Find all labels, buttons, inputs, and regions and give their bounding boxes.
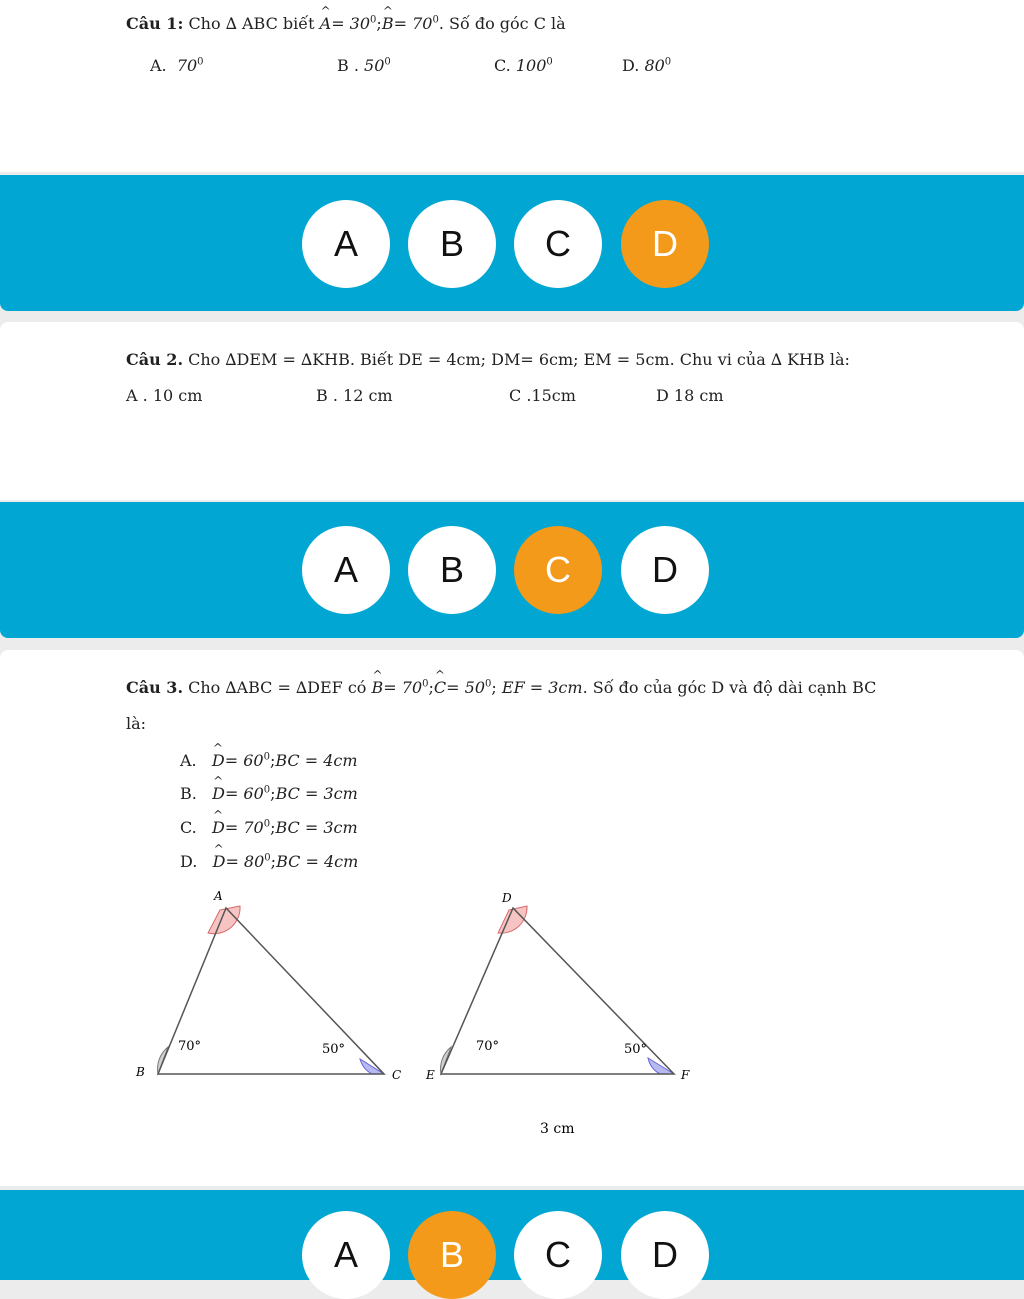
q1-option-a: A. $70^0$	[150, 56, 204, 75]
q3-answer-a[interactable]: A	[302, 1211, 390, 1299]
q2-option-c: C .15cm	[509, 386, 576, 405]
q3-option-a: A. ^ $D= 60^0;BC = 4cm$	[180, 751, 358, 770]
question-2-text: Câu 2. Cho ∆DEM = ∆KHB. Biết DE = 4cm; DM= 6cm; EM = 5cm. Chu vi của ∆ KHB là:	[126, 350, 850, 369]
q1-option-d: D. $80^0$	[622, 56, 672, 75]
q3-option-d: D. ^ $D= 80^0;BC = 4cm$	[180, 852, 358, 871]
triangle-abc	[135, 889, 401, 1082]
question-3-text-cont: là:	[126, 714, 147, 733]
label-vertex-f: F	[681, 1068, 690, 1082]
answer-band-3	[0, 1190, 1024, 1280]
q2-option-d: D 18 cm	[656, 386, 724, 405]
q2-option-b: B . 12 cm	[316, 386, 393, 405]
q1-answer-a[interactable]: A	[302, 200, 390, 288]
label-side-ef: 3 cm	[540, 1121, 575, 1137]
question-3-text: Câu 3. Cho ∆ABC = ∆DEF có ^ $B= 70^0;\^{}$ $C= 50^0$; EF = 3cm. Số đo của góc D và độ dài cạnh BC	[126, 678, 876, 697]
question-1-text: Câu 1: Cho ∆ ABC biết ^ $A= 30^0;\^{}$ $B= 70^0$. Số đo góc C là	[126, 14, 566, 33]
label-vertex-d: D	[502, 891, 512, 905]
q3-answer-d[interactable]: D	[621, 1211, 709, 1299]
q2-answer-a[interactable]: A	[302, 526, 390, 614]
q1-answer-d-selected[interactable]: D	[621, 200, 709, 288]
answer-band-2	[0, 502, 1024, 638]
q3-option-c: C. ^ $D= 70^0;BC = 3cm$	[180, 818, 358, 837]
label-angle-e: 70°	[476, 1039, 500, 1054]
answer-band-1	[0, 175, 1024, 311]
question-2-card	[0, 322, 1024, 500]
question-1-card	[0, 0, 1024, 172]
label-angle-b: 70°	[178, 1039, 202, 1054]
q2-answer-b[interactable]: B	[408, 526, 496, 614]
label-vertex-b: B	[136, 1065, 145, 1079]
triangles-figure	[0, 886, 1024, 1176]
q2-option-a: A . 10 cm	[126, 386, 203, 405]
label-angle-f: 50°	[624, 1042, 648, 1057]
label-angle-c: 50°	[322, 1042, 346, 1057]
q2-answer-c-selected[interactable]: C	[514, 526, 602, 614]
q1-option-b: B . $50^0$	[337, 56, 391, 75]
triangle-def	[425, 891, 690, 1137]
q3-option-b: B. ^ $D= 60^0;BC = 3cm$	[180, 784, 358, 803]
q1-answer-b[interactable]: B	[408, 200, 496, 288]
q3-answer-c[interactable]: C	[514, 1211, 602, 1299]
q1-answer-c[interactable]: C	[514, 200, 602, 288]
question-3-card	[0, 650, 1024, 1186]
q2-answer-d[interactable]: D	[621, 526, 709, 614]
q1-option-c: C. $100^0$	[494, 56, 553, 75]
label-vertex-e: E	[426, 1068, 435, 1082]
label-vertex-a: A	[214, 889, 223, 903]
q3-answer-b-selected[interactable]: B	[408, 1211, 496, 1299]
angle-a-mark	[208, 906, 240, 934]
label-vertex-c: C	[392, 1068, 402, 1082]
